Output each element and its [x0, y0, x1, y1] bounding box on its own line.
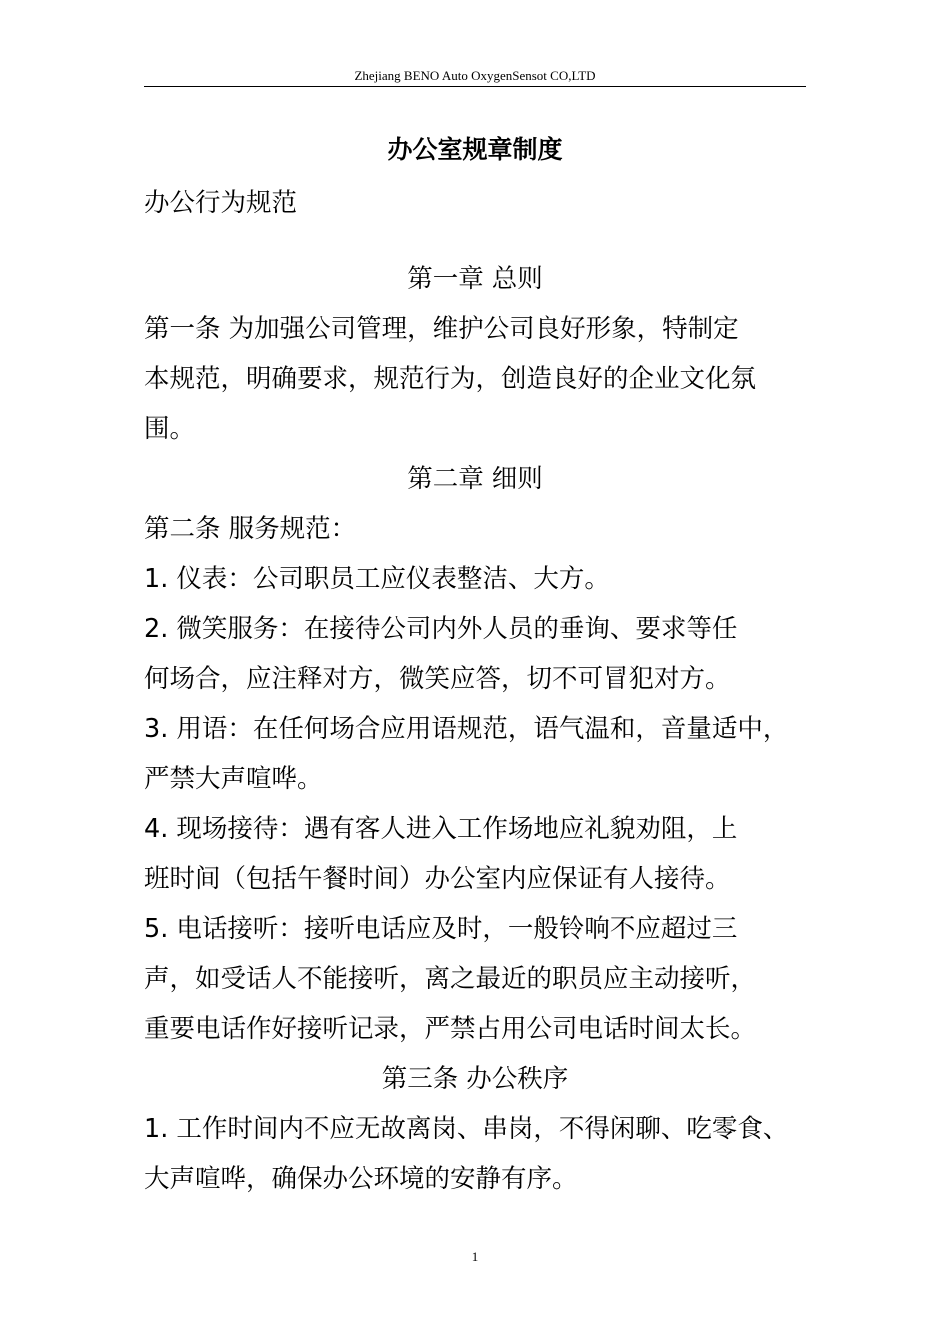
spacer — [144, 228, 834, 254]
article-1-line: 第一条 为加强公司管理，维护公司良好形象，特制定 — [144, 314, 739, 344]
article-2-item-4: 班时间（包括午餐时间）办公室内应保证有人接待。 — [144, 864, 731, 894]
article-2-item-5: 声，如受话人不能接听，离之最近的职员应主动接听， — [144, 964, 757, 994]
article-2-item-4: 4. 现场接待：遇有客人进入工作场地应礼貌劝阻，上 — [144, 814, 738, 844]
document-title: 办公室规章制度 — [387, 135, 563, 164]
page-number: 1 — [471, 1249, 479, 1264]
article-1-line: 本规范，明确要求，规范行为，创造良好的企业文化氛 — [144, 364, 757, 394]
article-2-heading: 第二条 服务规范： — [144, 514, 357, 544]
article-2-item-5: 重要电话作好接听记录，严禁占用公司电话时间太长。 — [144, 1014, 757, 1044]
document-body — [144, 178, 834, 1204]
chapter-1-heading: 第一章 总则 — [407, 264, 543, 294]
page-header: Zhejiang BENO Auto OxygenSensot CO,LTD — [144, 66, 806, 87]
document-subtitle: 办公行为规范 — [144, 188, 298, 218]
article-1-line: 围。 — [144, 414, 196, 444]
article-3-heading: 第三条 办公秩序 — [381, 1064, 569, 1094]
article-3-item-1: 大声喧哗，确保办公环境的安静有序。 — [144, 1164, 578, 1194]
article-2-item-3: 3. 用语：在任何场合应用语规范，语气温和，音量适中， — [144, 714, 789, 744]
article-2-item-3: 严禁大声喧哗。 — [144, 764, 323, 794]
article-2-item-2: 何场合，应注释对方，微笑应答，切不可冒犯对方。 — [144, 664, 731, 694]
article-2-item-2: 2. 微笑服务：在接待公司内外人员的垂询、要求等任 — [144, 614, 738, 644]
chapter-2-heading: 第二章 细则 — [407, 464, 543, 494]
article-2-item-5: 5. 电话接听：接听电话应及时，一般铃响不应超过三 — [144, 914, 738, 944]
article-3-item-1: 1. 工作时间内不应无故离岗、串岗，不得闲聊、吃零食、 — [144, 1114, 789, 1144]
article-2-item-1: 1. 仪表：公司职员工应仪表整洁、大方。 — [144, 564, 610, 594]
